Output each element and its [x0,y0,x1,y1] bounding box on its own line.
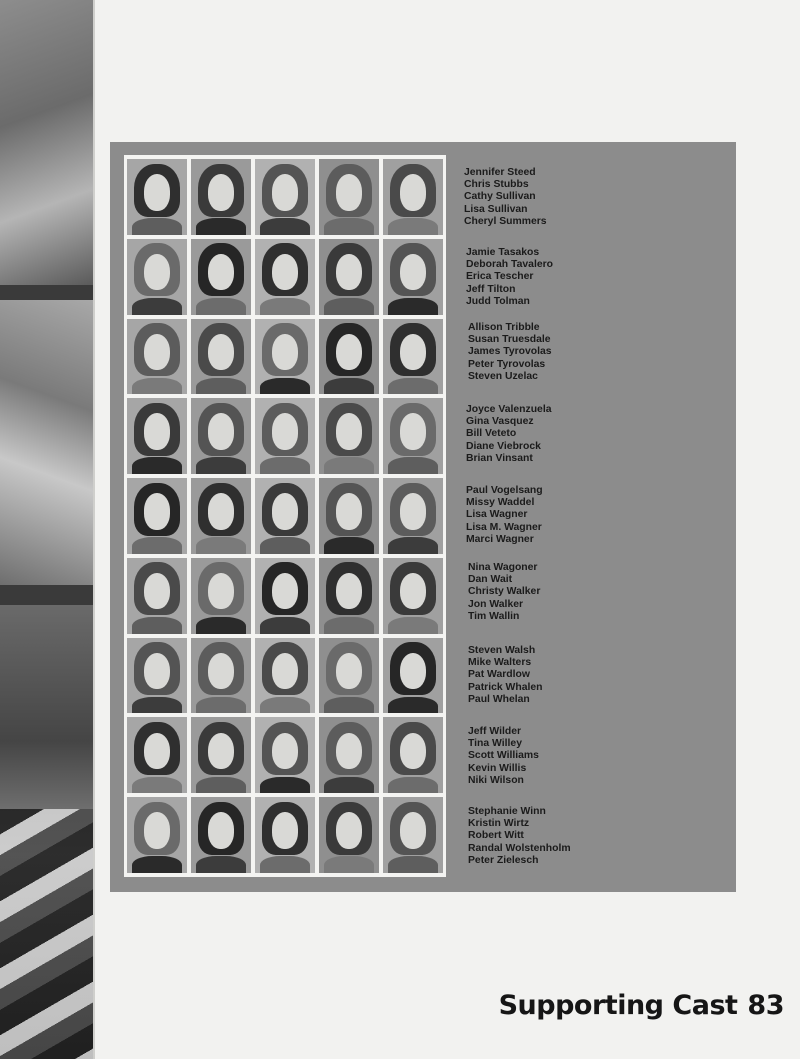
name-group [468,645,543,706]
student-portrait [383,797,443,873]
student-portrait [319,159,379,235]
student-portrait [255,797,315,873]
student-name: Dan Wait [468,574,513,586]
student-name: Judd Tolman [466,295,530,307]
student-portrait [255,398,315,474]
student-portrait [255,159,315,235]
name-group [464,167,547,228]
name-group [468,322,552,383]
candid-photo-top [0,0,93,285]
student-name: Cheryl Summers [464,215,547,227]
student-name: Susan Truesdale [468,334,551,346]
portrait-grid [124,155,446,877]
student-portrait [255,319,315,395]
student-name: Chris Stubbs [464,179,529,191]
student-name: Tim Wallin [468,610,520,622]
student-name: Jeff Tilton [466,283,516,295]
name-group [468,726,539,787]
student-name: Paul Whelan [468,693,530,705]
student-portrait [127,398,187,474]
student-portrait [319,478,379,554]
page-gutter [93,0,95,1059]
student-name: Marci Wagner [466,533,534,545]
student-name: Steven Uzelac [468,370,538,382]
student-name: Diane Viebrock [466,440,541,452]
student-name: Jeff Wilder [468,726,522,737]
student-portrait [127,159,187,235]
page-number: 83 [747,990,784,1021]
student-portrait [383,478,443,554]
student-portrait [383,558,443,634]
student-name: Christy Walker [468,586,541,598]
student-portrait [191,558,251,634]
name-group [468,806,571,867]
section-title: Supporting Cast [498,990,738,1021]
student-name: Pat Wardlow [468,669,530,681]
student-portrait [191,717,251,793]
student-portrait [191,638,251,714]
student-portrait [319,398,379,474]
student-portrait [255,239,315,315]
student-name: Stephanie Winn [468,806,546,817]
student-name: Steven Walsh [468,645,536,656]
student-name: Jennifer Steed [464,167,536,178]
student-portrait [127,239,187,315]
student-name: Jamie Tasakos [466,247,540,258]
student-portrait [191,239,251,315]
student-portrait [191,797,251,873]
student-portrait [319,638,379,714]
student-portrait [319,717,379,793]
student-name: Mike Walters [468,657,532,669]
candid-photo-middle [0,300,93,585]
student-portrait [127,638,187,714]
student-portrait [383,159,443,235]
student-name: Peter Zielesch [468,854,539,866]
student-portrait [127,558,187,634]
student-portrait [319,797,379,873]
student-name: Joyce Valenzuela [466,404,552,415]
student-portrait [127,319,187,395]
student-portrait [127,797,187,873]
student-portrait [255,638,315,714]
student-name: Brian Vinsant [466,452,533,464]
student-portrait [255,478,315,554]
student-portrait [191,159,251,235]
student-portrait [191,319,251,395]
page-footer [499,990,784,1021]
student-portrait [255,717,315,793]
student-name: Lisa M. Wagner [466,521,542,533]
student-name: Scott Williams [468,750,539,762]
name-group [466,485,543,546]
student-portrait [191,398,251,474]
candid-photo-bottom [0,605,93,1059]
student-name: Lisa Sullivan [464,203,528,215]
student-name: Gina Vasquez [466,416,534,428]
student-name: Lisa Wagner [466,509,528,521]
student-name: Niki Wilson [468,774,524,786]
student-name: Kevin Willis [468,762,527,774]
student-portrait [319,558,379,634]
student-name: Kristin Wirtz [468,818,530,830]
student-portrait [127,717,187,793]
student-portrait [383,239,443,315]
student-name: Tina Willey [468,738,522,750]
student-name: Paul Vogelsang [466,485,543,496]
student-portrait [191,478,251,554]
student-portrait [255,558,315,634]
student-portrait [383,398,443,474]
student-name: Missy Waddel [466,497,535,509]
student-name: Bill Veteto [466,428,517,440]
student-name: Robert Witt [468,830,524,842]
student-portrait [319,319,379,395]
name-group [468,562,540,623]
student-portrait [383,638,443,714]
student-portrait [383,717,443,793]
student-portrait [319,239,379,315]
student-name: Nina Wagoner [468,562,538,573]
left-photo-strip [0,0,93,1059]
name-group [466,404,551,465]
student-name: Randal Wolstenholm [468,842,571,854]
student-portrait [127,478,187,554]
name-group [466,247,553,308]
striped-sweater-detail [0,809,93,1059]
student-portrait [383,319,443,395]
student-name: Cathy Sullivan [464,191,536,203]
student-name: Peter Tyrovolas [468,358,546,370]
student-name: James Tyrovolas [468,346,552,358]
student-name: Patrick Whalen [468,681,543,693]
student-name: Allison Tribble [468,322,540,333]
student-name: Jon Walker [468,598,524,610]
student-name: Erica Tescher [466,271,534,283]
student-name: Deborah Tavalero [466,259,554,271]
